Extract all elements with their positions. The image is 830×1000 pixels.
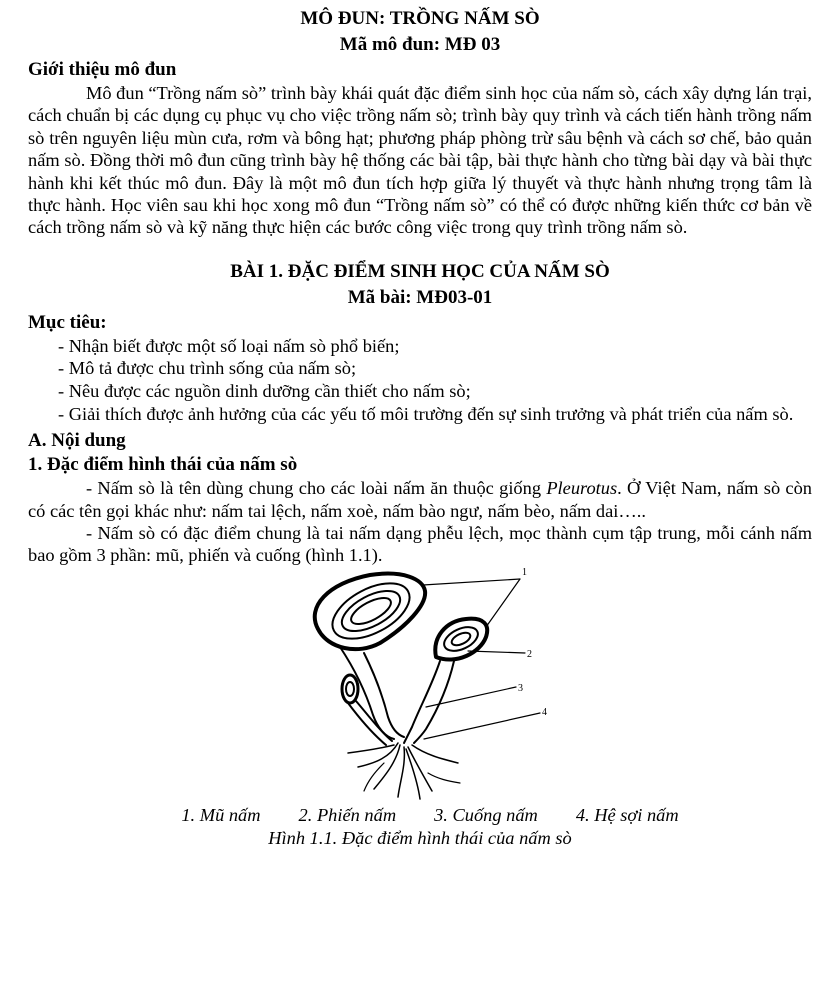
genus-name: Pleurotus bbox=[546, 478, 618, 499]
module-code: Mã mô đun: MĐ 03 bbox=[339, 34, 501, 55]
intro-heading: Giới thiệu mô đun bbox=[28, 59, 177, 80]
figure-label-1: 1 bbox=[522, 566, 527, 578]
document-page bbox=[28, 6, 812, 849]
figure-label-2: 2 bbox=[527, 648, 532, 660]
objective-item: - Mô tả được chu trình sống của nấm sò; bbox=[58, 358, 357, 379]
mushroom-figure bbox=[28, 567, 812, 803]
caption-cap: 1. Mũ nấm bbox=[181, 804, 261, 825]
objective-item: - Nêu được các nguồn dinh dưỡng cần thiết cho nấm sò; bbox=[58, 381, 471, 402]
section1-heading: 1. Đặc điểm hình thái của nấm sò bbox=[28, 454, 298, 476]
content-heading: A. Nội dung bbox=[28, 430, 126, 452]
caption-stem: 3. Cuống nấm bbox=[434, 804, 538, 825]
figure-title: Hình 1.1. Đặc điểm hình thái của nấm sò bbox=[268, 827, 572, 848]
caption-gills: 2. Phiến nấm bbox=[298, 804, 397, 825]
lesson-code: Mã bài: MĐ03-01 bbox=[347, 286, 493, 308]
intro-paragraph: Mô đun “Trồng nấm sò” trình bày khái quát đặc điểm sinh học của nấm sò, cách xây dựng lán trại, cách chuẩn bị các dụng cụ phục vụ cho việc trồng nấm sò; trình bày quy trình và cách tiến hành trồng nấm sò trên nguyên liệu mùn cưa, rơm và bông hạt; phương pháp phòng trừ sâu bệnh và cách sơ chế, bảo quản nấm sò. Đồng thời mô đun cũng trình bày hệ thống các bài tập, bài thực hành cho từng bài dạy và bài thực hành khi kết thúc mô đun. Đây là một mô đun tích hợp giữa lý thuyết và thực hành nhưng trọng tâm là thực hành. Học viên sau khi học xong mô đun “Trồng nấm sò” có thể có được những kiến thức cơ bản về cách trồng nấm sò và kỹ năng thực hiện các bước công việc trong quy trình trồng nấm sò. bbox=[28, 83, 812, 238]
objectives-heading: Mục tiêu: bbox=[28, 311, 107, 333]
paragraph-1-end: . Ở Việt Nam, nấm sò còn có các tên gọi khác như: nấm tai lệch, nấm xoè, nấm bào ngư, nấm bèo, nấm dai….. bbox=[28, 478, 812, 521]
figure-label-4: 4 bbox=[542, 706, 547, 718]
objective-item: - Nhận biết được một số loại nấm sò phổ biến; bbox=[58, 335, 400, 356]
oyster-mushroom-illustration bbox=[28, 567, 812, 803]
figure-label-3: 3 bbox=[518, 682, 523, 694]
caption-mycelium: 4. Hệ sợi nấm bbox=[575, 804, 679, 825]
objectives-list bbox=[28, 335, 812, 425]
paragraph-1 bbox=[28, 477, 812, 522]
objective-item: - Giải thích được ảnh hưởng của các yếu tố môi trường đến sự sinh trưởng và phát triển của nấm sò. bbox=[58, 403, 794, 424]
paragraph-2: - Nấm sò có đặc điểm chung là tai nấm dạng phễu lệch, mọc thành cụm tập trung, mỗi cánh nấm bao gồm 3 phần: mũ, phiến và cuống (hình 1.1). bbox=[28, 523, 812, 566]
lesson-title: BÀI 1. ĐẶC ĐIỂM SINH HỌC CỦA NẤM SÒ bbox=[230, 260, 610, 282]
figure-captions bbox=[28, 803, 812, 827]
paragraph-1-start: - Nấm sò là tên dùng chung cho các loài nấm ăn thuộc giống bbox=[86, 478, 547, 499]
module-title: MÔ ĐUN: TRỒNG NẤM SÒ bbox=[300, 8, 540, 29]
